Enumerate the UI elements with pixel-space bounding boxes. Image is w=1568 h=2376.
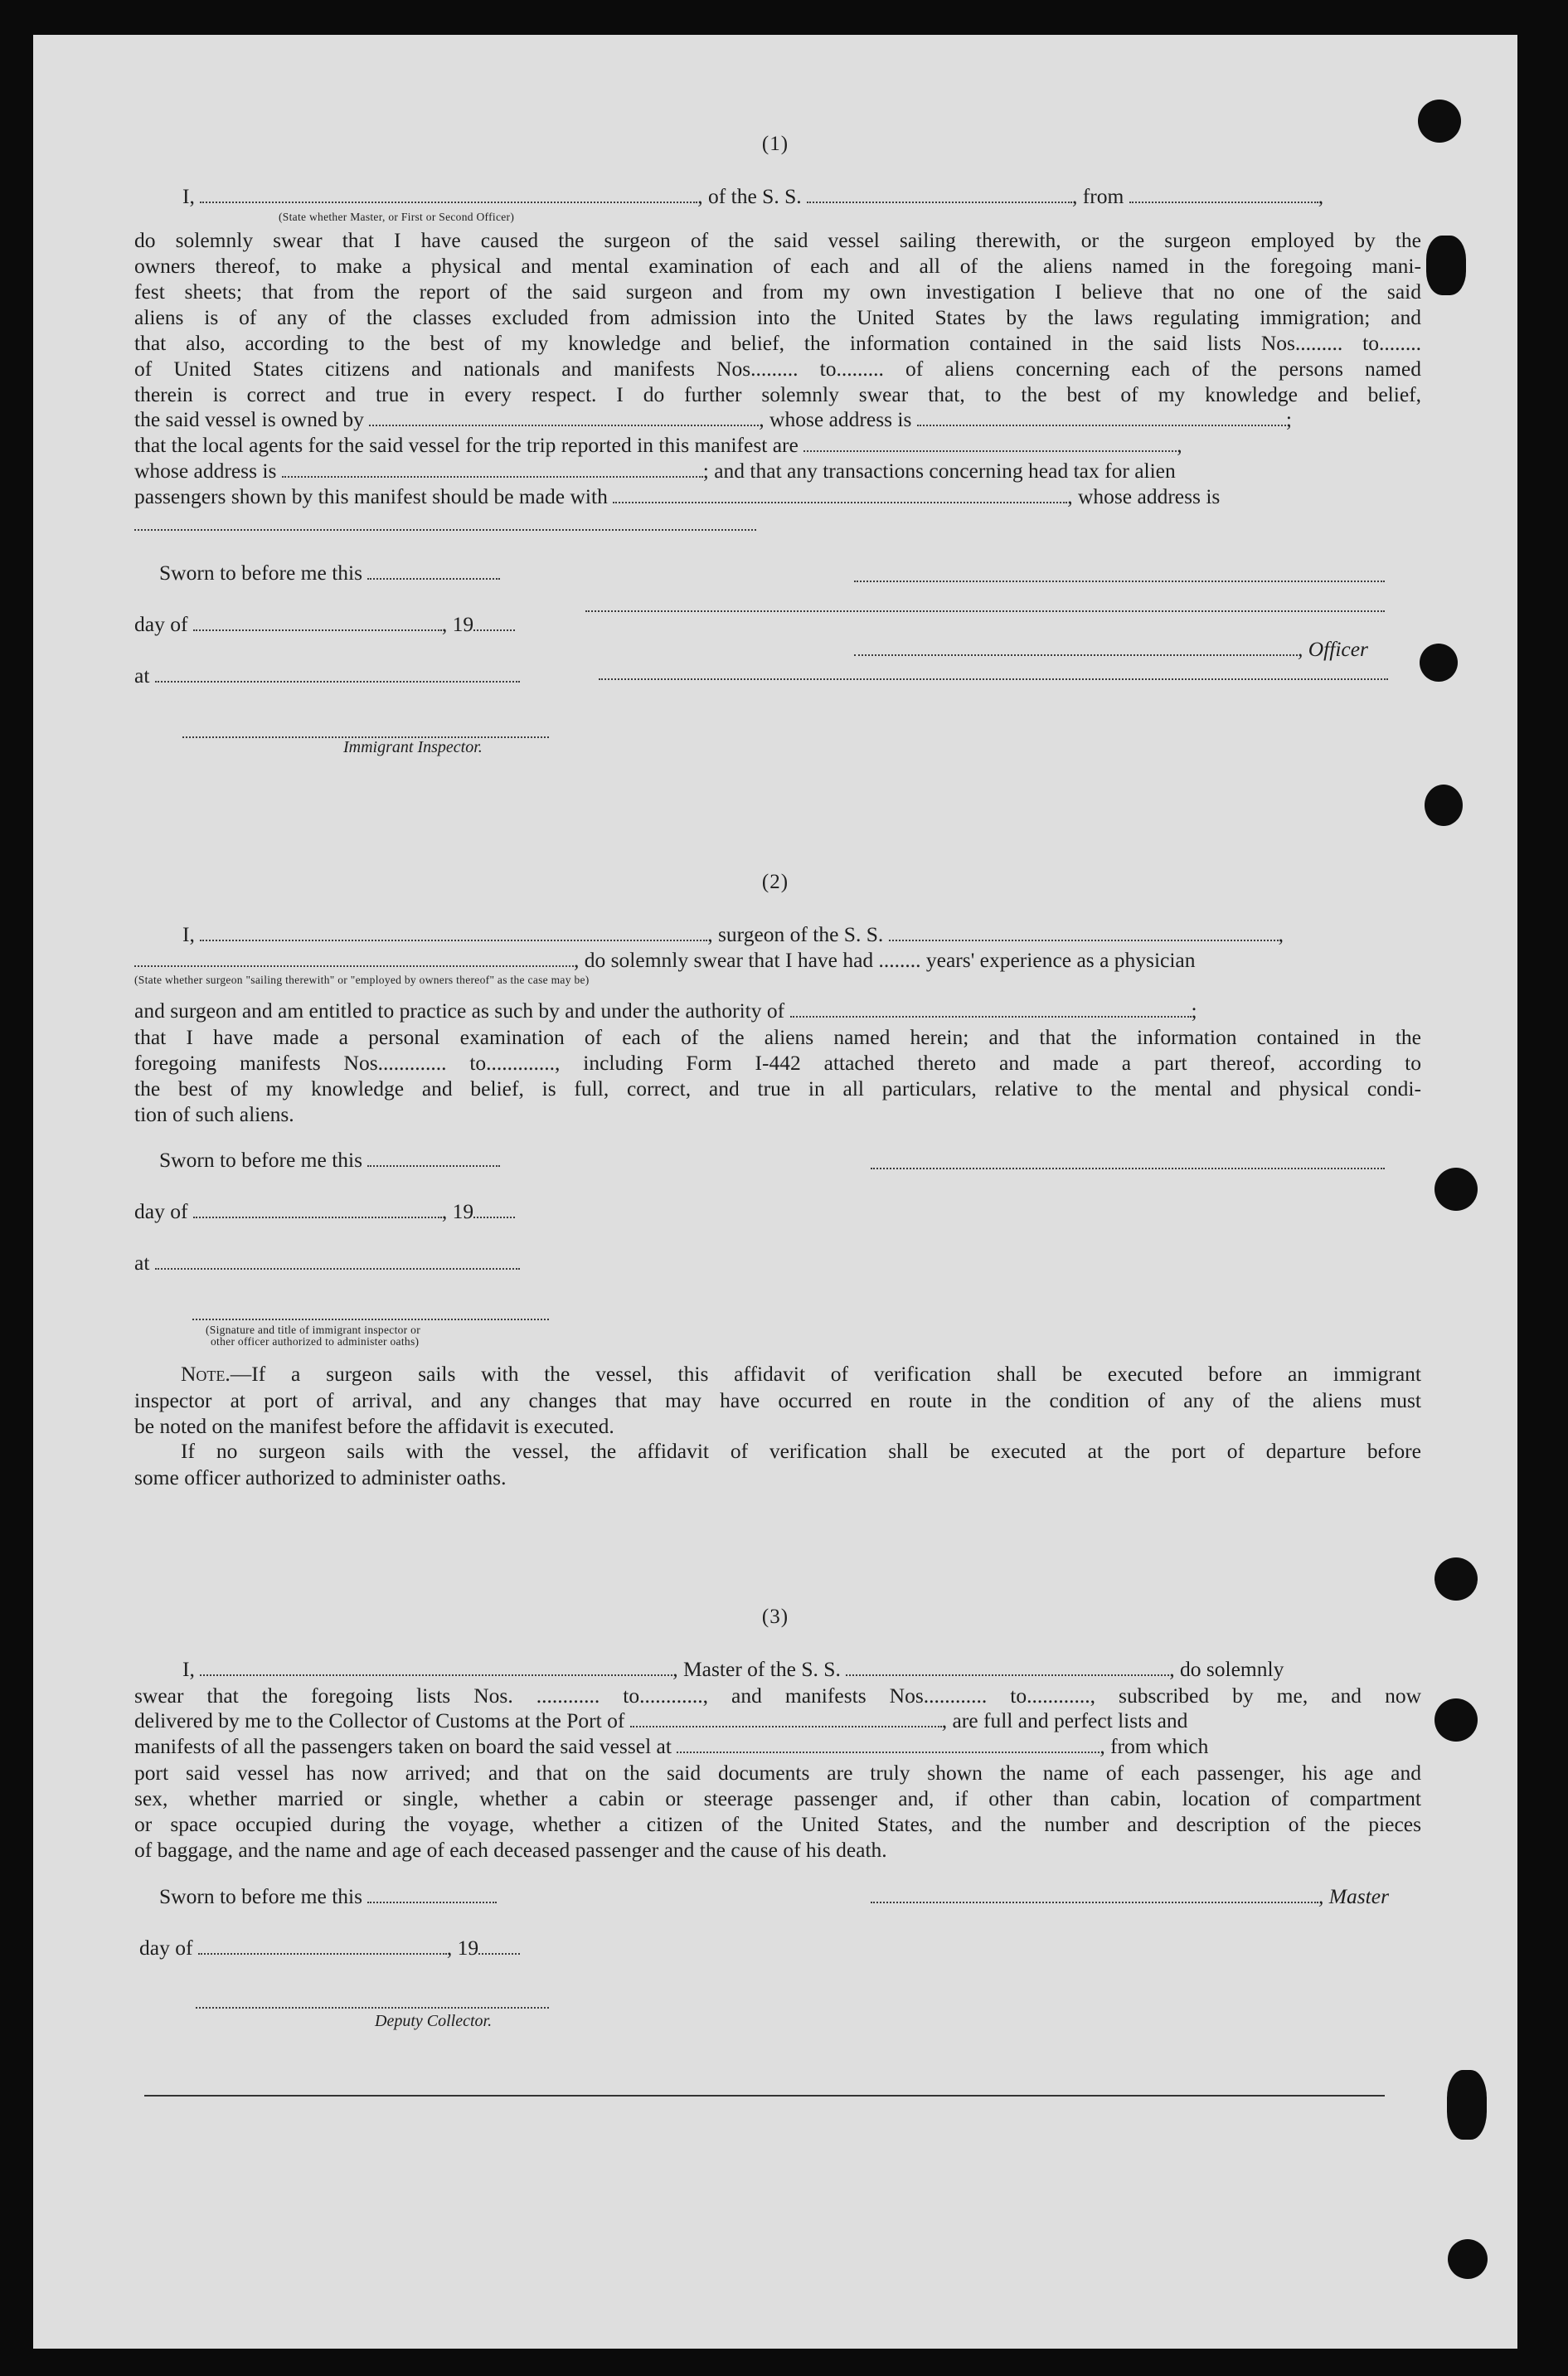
punch-hole — [1435, 1698, 1478, 1742]
s2-authority-line: and surgeon and am entitled to practice as such by and under the authority of ; — [134, 999, 1197, 1023]
s1-agents-line: that the local agents for the said vessel for the trip reported in this manifest are , — [134, 433, 1182, 457]
section-2-number: (2) — [761, 871, 789, 893]
bottom-rule — [144, 2095, 1385, 2097]
s1-line1: I, , of the S. S. , from , — [182, 184, 1324, 208]
s1-body-line: that also, according to the best of my knowledge and belief, the information contained in the said lists Nos......... to........ — [134, 331, 1421, 355]
s1-officer-signature-a[interactable] — [854, 579, 1385, 582]
s3-day-of: day of , 19 — [139, 1936, 520, 1961]
s1-body-line: aliens is of any of the classes excluded from admission into the United States by the laws regulating immigration; and — [134, 305, 1421, 329]
s1-body-line: fest sheets; that from the report of the said surgeon and from my own investigation I believe that no one of the said — [134, 279, 1421, 304]
s3-line2: swear that the foregoing lists Nos. ............ to............, and manifests Nos............ to............, subscribed by me, and now — [134, 1684, 1421, 1708]
s2-surgeon-signature[interactable] — [871, 1166, 1385, 1169]
s3-line1: I, , Master of the S. S. , do solemnly — [182, 1657, 1284, 1681]
s3-collector-label: Deputy Collector. — [375, 2012, 493, 2030]
s1-passengers-line: passengers shown by this manifest should be made with , whose address is — [134, 484, 1221, 508]
s3-sworn-label: Sworn to before me this — [159, 1884, 497, 1909]
s3-master-line: , Master — [871, 1884, 1389, 1909]
s2-sworn-label: Sworn to before me this — [159, 1148, 500, 1173]
s3-body-line: port said vessel has now arrived; and that on the said documents are truly shown the name of each passenger, his age and — [134, 1761, 1421, 1785]
s1-whose-address-line: whose address is ; and that any transactions concerning head tax for alien — [134, 459, 1176, 483]
s2-note-line: inspector at port of arrival, and any changes that may have occurred en route in the condition of any of the aliens must — [134, 1388, 1421, 1412]
s2-note-line-1: Note.—If a surgeon sails with the vessel, this affidavit of verification shall be executed before an immigrant — [181, 1362, 1421, 1386]
s2-at: at — [134, 1251, 520, 1275]
s2-body-line: foregoing manifests Nos............. to............., including Form I-442 attached thereto and made a part thereof, according to — [134, 1051, 1421, 1075]
s3-line4: manifests of all the passengers taken on board the said vessel at , from which — [134, 1734, 1209, 1758]
s2-line2-caption: (State whether surgeon "sailing therewith" or "employed by owners thereof" as the case may be) — [134, 974, 590, 986]
s1-at: at — [134, 663, 520, 688]
punch-hole — [1425, 785, 1463, 826]
section-1-number: (1) — [761, 133, 789, 155]
s1-body-line: do solemnly swear that I have caused the surgeon of the said vessel sailing therewith, or the surgeon employed by the — [134, 228, 1421, 252]
s1-officer-signature-b[interactable] — [585, 609, 1385, 612]
punch-hole — [1426, 236, 1466, 295]
s3-body-line: or space occupied during the voyage, whether a citizen of the United States, and the number and description of the pieces — [134, 1812, 1421, 1836]
punch-hole — [1448, 2239, 1488, 2279]
punch-hole — [1435, 1557, 1478, 1601]
s3-line3: delivered by me to the Collector of Customs at the Port of , are full and perfect lists and — [134, 1708, 1188, 1732]
s2-body-line: the best of my knowledge and belief, is full, correct, and true in all particulars, relative to the mental and physical condi- — [134, 1076, 1421, 1101]
s1-body-line: of United States citizens and nationals and manifests Nos......... to......... of aliens concerning each of the persons named — [134, 357, 1421, 381]
s3-body-line: sex, whether married or single, whether a cabin or steerage passenger and, if other than cabin, location of compartment — [134, 1786, 1421, 1810]
s1-officer-line: , Officer — [854, 637, 1368, 662]
punch-hole — [1447, 2070, 1487, 2140]
s1-inspector-label: Immigrant Inspector. — [343, 738, 483, 756]
s2-note-line: be noted on the manifest before the affidavit is executed. — [134, 1414, 614, 1438]
section-3-number: (3) — [761, 1606, 789, 1628]
s2-sig-caption-1: (Signature and title of immigrant inspector or — [206, 1324, 420, 1336]
s2-note2-line: some officer authorized to administer oaths. — [134, 1465, 507, 1489]
s1-sworn-label: Sworn to before me this — [159, 561, 500, 585]
s1-day-of: day of , 19 — [134, 612, 515, 637]
punch-hole — [1435, 1168, 1478, 1211]
s2-body-line: that I have made a personal examination of each of the aliens named herein; and that the information contained in the — [134, 1025, 1421, 1049]
s1-line1-caption: (State whether Master, or First or Second Officer) — [279, 211, 515, 223]
s2-line1: I, , surgeon of the S. S. , — [182, 922, 1284, 946]
s2-line2: , do solemnly swear that I have had ........ years' experience as a physician — [134, 948, 1196, 973]
s1-body-line: therein is correct and true in every respect. I do further solemnly swear that, to the best of my knowledge and belief, — [134, 382, 1421, 406]
s1-officer-signature-c[interactable] — [599, 677, 1388, 680]
s3-body-line: of baggage, and the name and age of each deceased passenger and the cause of his death. — [134, 1838, 887, 1862]
punch-hole — [1420, 644, 1458, 682]
s2-day-of: day of , 19 — [134, 1199, 515, 1224]
s1-address-blank[interactable] — [134, 527, 756, 531]
s2-inspector-signature[interactable] — [192, 1317, 549, 1320]
s2-body-line: tion of such aliens. — [134, 1102, 294, 1126]
form-page — [33, 35, 1517, 2349]
s2-note2-line-1: If no surgeon sails with the vessel, the affidavit of verification shall be executed at the port of departure before — [181, 1439, 1421, 1463]
s2-sig-caption-2: other officer authorized to administer oaths) — [211, 1335, 420, 1348]
s1-owned-by-line: the said vessel is owned by , whose address is ; — [134, 407, 1292, 431]
s1-body-line: owners thereof, to make a physical and mental examination of each and all of the aliens named in the foregoing mani- — [134, 254, 1421, 278]
s3-collector-signature[interactable] — [196, 2005, 549, 2009]
